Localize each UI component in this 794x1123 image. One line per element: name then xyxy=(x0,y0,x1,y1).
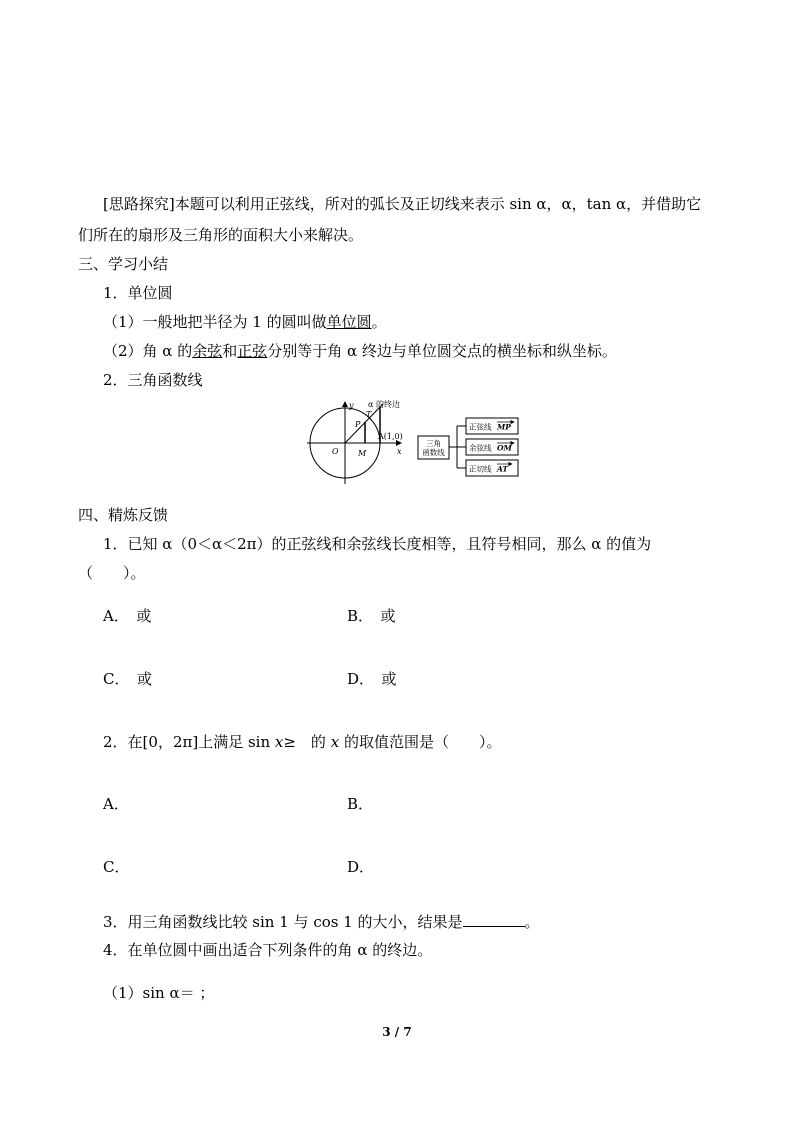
label-m: M xyxy=(358,449,367,458)
section-heading: 三、学习小结 xyxy=(78,255,169,273)
paragraph-line: 们所在的扇形及三角形的面积大小来解决。 xyxy=(78,226,364,244)
option-a: A． xyxy=(103,795,129,813)
option-a: A． 或 xyxy=(103,607,152,625)
box-label-2: 函数线 xyxy=(422,448,445,457)
tangent-line-vector: AT xyxy=(497,464,508,474)
label-o: O xyxy=(332,447,339,456)
answer-blank[interactable] xyxy=(463,912,525,927)
paragraph-line: [思路探究]本题可以利用正弦线，所对的弧长及正切线来表示 sin α，α，tan α，并借助它 xyxy=(103,195,702,213)
section-heading: 四、精炼反馈 xyxy=(78,506,169,524)
question-text: （ ）。 xyxy=(78,564,146,582)
list-item: 1．单位圆 xyxy=(103,284,173,302)
option-b: B． 或 xyxy=(347,607,396,625)
option-d: D． xyxy=(347,858,375,876)
option-c: C． xyxy=(103,858,130,876)
label-t: T xyxy=(366,410,372,419)
label-terminal: α 的终边 xyxy=(368,400,400,409)
tangent-line-label: 正切线 xyxy=(469,464,492,474)
question-text: 4．在单位圆中画出适合下列条件的角 α 的终边。 xyxy=(103,941,433,959)
option-d: D． 或 xyxy=(347,670,397,688)
cosine-line-vector: OM xyxy=(497,443,512,453)
label-x: x xyxy=(397,447,402,456)
list-item: （1）一般地把半径为 1 的圆叫做单位圆。 xyxy=(103,313,387,331)
question-text: 3．用三角函数线比较 sin 1 与 cos 1 的大小，结果是 。 xyxy=(103,913,540,931)
sine-line-label: 正弦线 xyxy=(469,422,492,432)
unit-circle-figure xyxy=(305,396,530,486)
question-text: 2．在[0，2π]上满足 sin x≥ 的 x 的取值范围是（ ）。 xyxy=(103,733,502,751)
box-label-1: 三角 xyxy=(426,439,441,448)
label-p: P xyxy=(355,420,361,429)
page-number: 3 / 7 xyxy=(382,1025,412,1039)
list-item: 2．三角函数线 xyxy=(103,371,203,389)
option-c: C． 或 xyxy=(103,670,152,688)
question-text: 1．已知 α（0＜α＜2π）的正弦线和余弦线长度相等，且符号相同，那么 α 的值为 xyxy=(103,535,652,553)
label-a: A(1,0) xyxy=(378,432,403,441)
option-b: B． xyxy=(347,795,374,813)
list-item: （2）角 α 的余弦和正弦分别等于角 α 终边与单位圆交点的横坐标和纵坐标。 xyxy=(103,342,617,360)
sine-line-vector: MP xyxy=(497,422,511,432)
label-y: y xyxy=(349,401,354,410)
question-text: （1）sin α＝ ； xyxy=(103,984,215,1002)
cosine-line-label: 余弦线 xyxy=(469,443,492,453)
